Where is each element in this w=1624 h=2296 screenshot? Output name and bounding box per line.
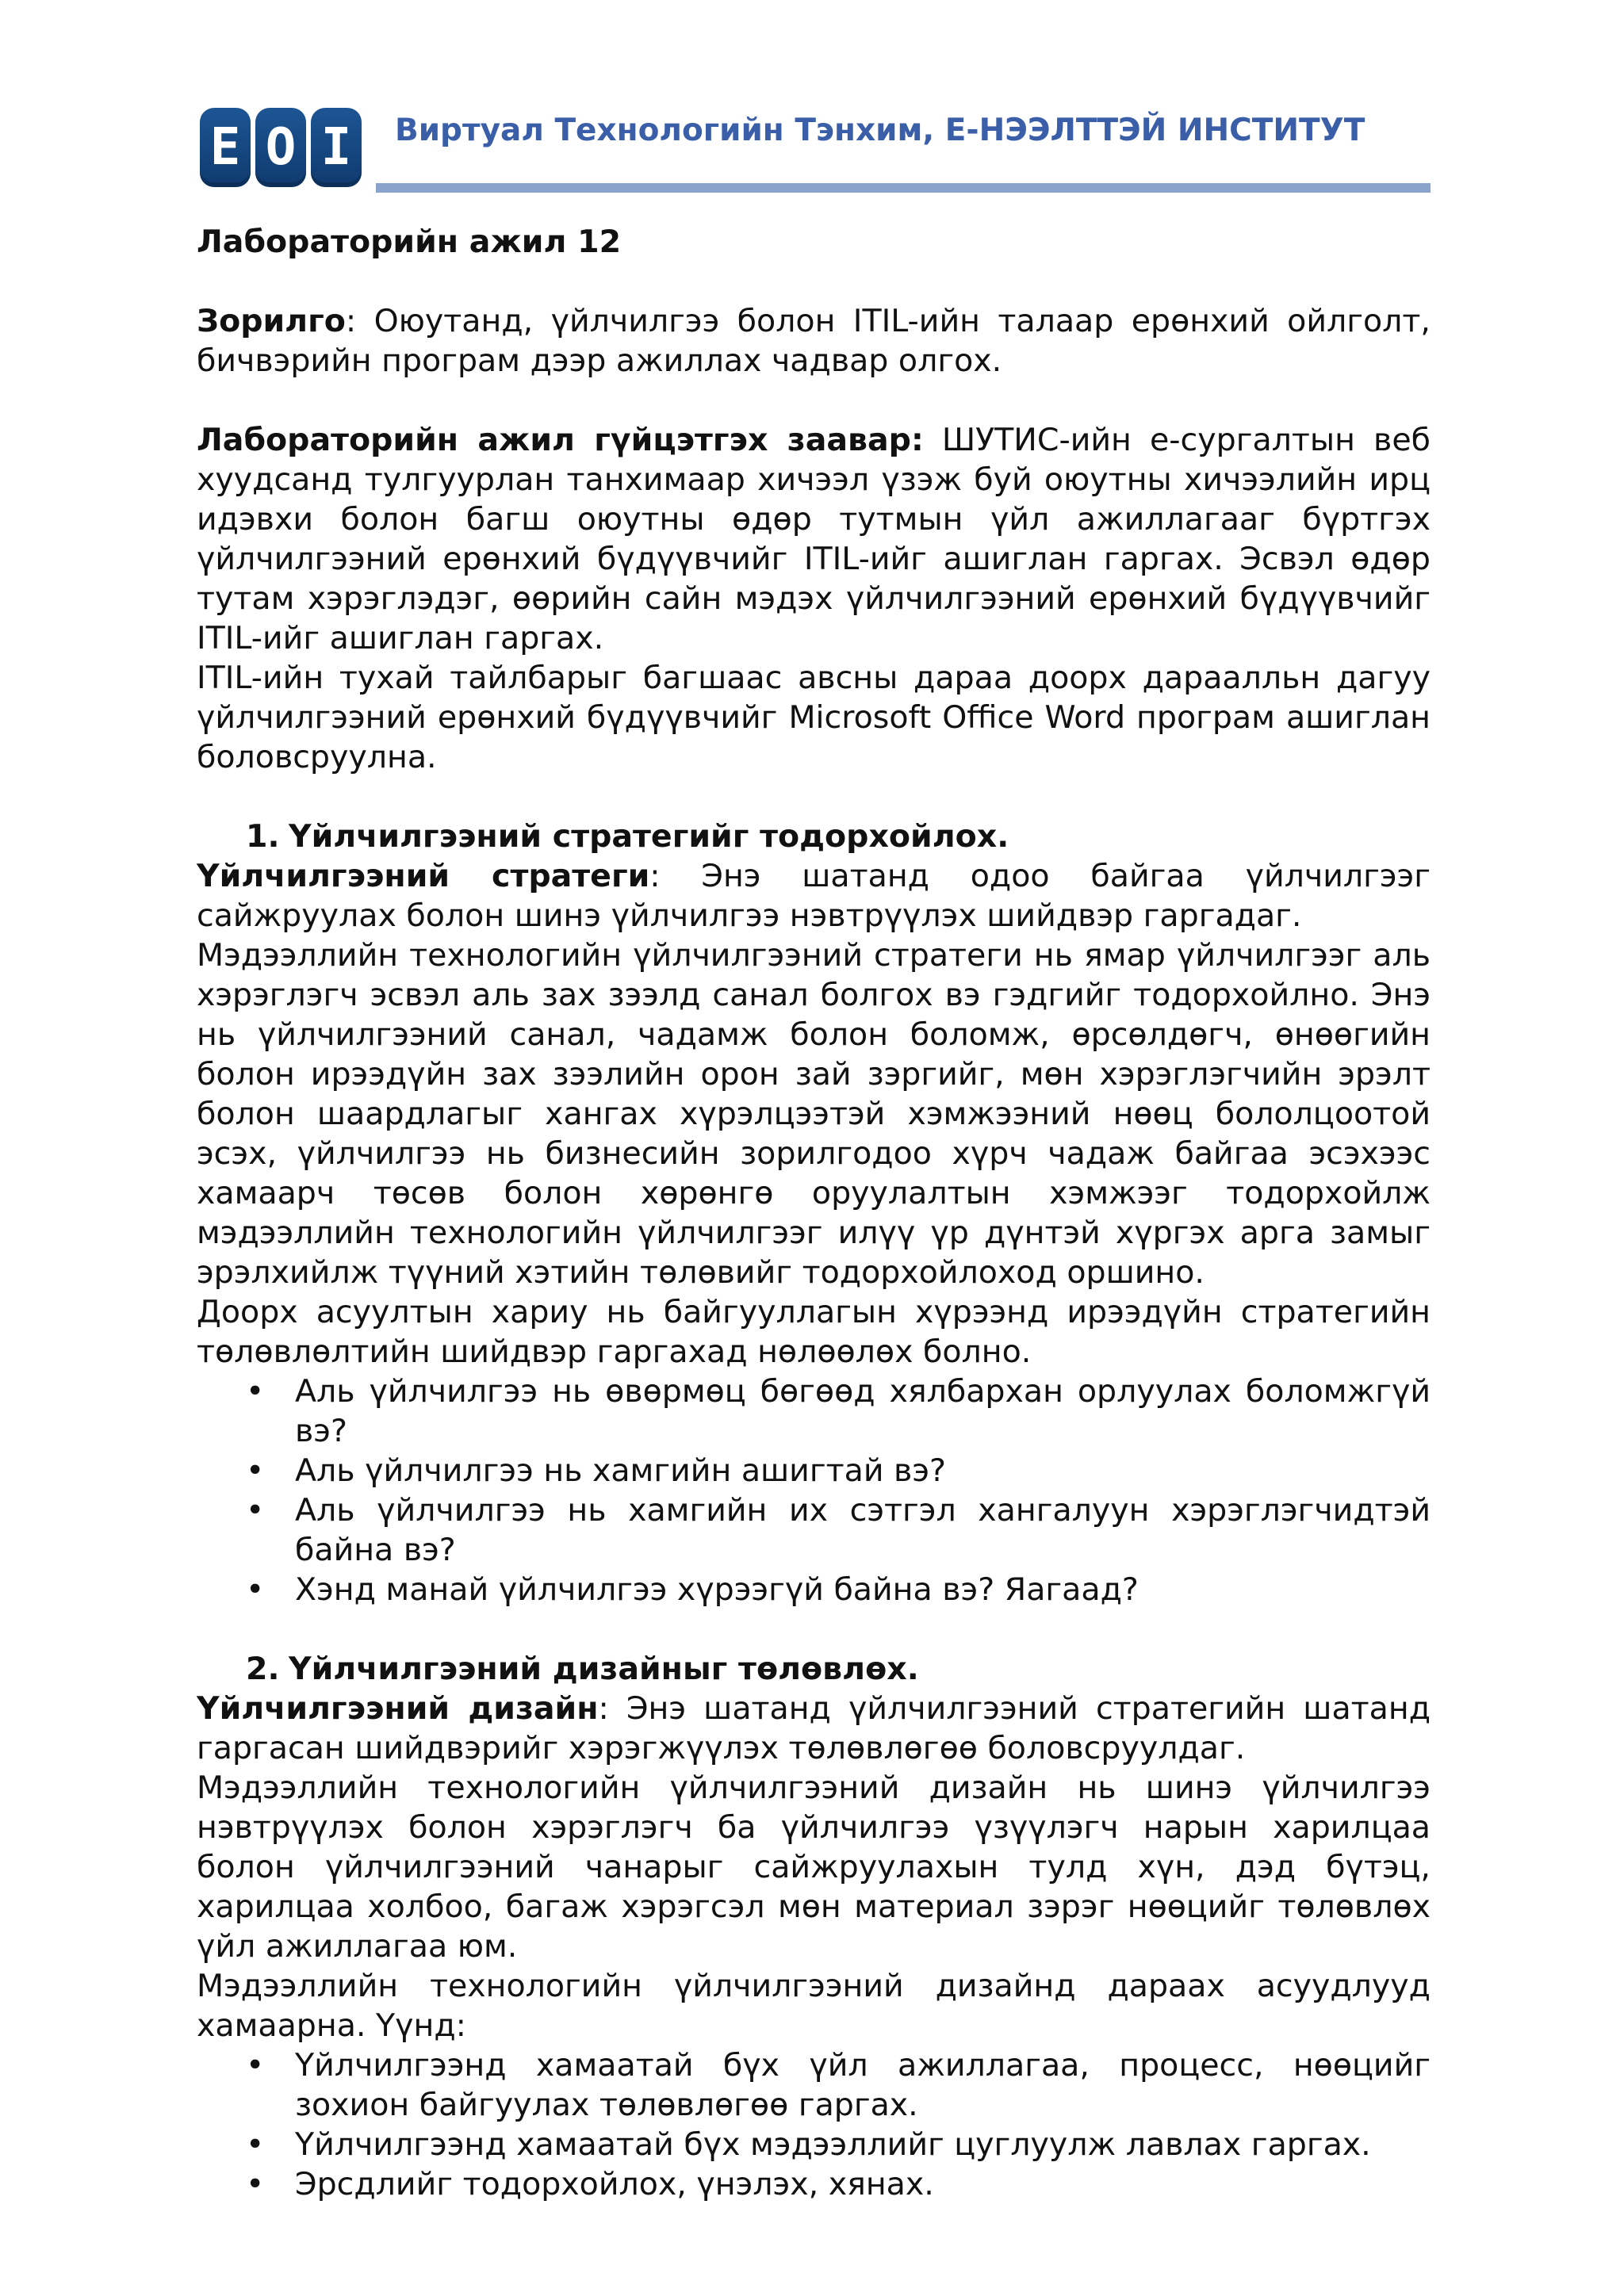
section-1-heading [197, 817, 1431, 856]
logo-letter-e: E [200, 108, 251, 187]
bullet-icon: • [246, 1452, 265, 1489]
bullet-icon: • [246, 2047, 265, 2084]
goal-paragraph [197, 301, 1431, 381]
list-item: • Аль үйлчилгээ нь өвөрмөц бөгөөд хялбархан орлуулах боломжгүй вэ? [197, 1372, 1431, 1451]
section-1-heading-text: Үйлчилгээний стратегийг тодорхойлох. [289, 818, 1009, 855]
section-1-paragraph-2: Мэдээллийн технологийн үйлчилгээний стратеги нь ямар үйлчилгээг аль хэрэглэгч эсвэл аль зах зээлд санал болгох вэ гэдгийг тодорхойлно. Энэ нь үйлчилгээний санал, чадамж болон боломж, өрсөлдөгч, өнөөгийн болон ирээдүйн зах зээлийн орон зай зэргийг, мөн хэрэглэгчийн эрэлт болон шаардлагыг хангах хүрэлцээтэй хэмжээний нөөц бололцоотой эсэх, үйлчилгээ нь бизнесийн зорилгодоо хүрч чадаж байгаа эсэхээс хамаарч төсөв болон хөрөнгө оруулалтын хэмжээг тодорхойлж мэдээллийн технологийн үйлчилгээг илүү үр дүнтэй хүргэх арга замыг эрэлхийлж түүний хэтийн төлөвийг тодорхойлоход оршино. [197, 937, 1431, 1291]
section-2-term-text: : Энэ шатанд үйлчилгээний стратегийн шатанд гаргасан шийдвэрийг хэрэгжүүлэх төлөвлөгөө боловсруулдаг. [197, 1690, 1431, 1766]
document-body [197, 222, 1431, 2204]
bullet-icon: • [246, 1373, 265, 1410]
section-1-term: Үйлчилгээний стратеги [197, 858, 650, 894]
list-item: • Хэнд манай үйлчилгээ хүрээгүй байна вэ? Яагаад? [197, 1570, 1431, 1609]
instructions-label: Лабораторийн ажил гүйцэтгэх заавар: [197, 422, 924, 458]
section-1-definition [197, 856, 1431, 936]
bullet-icon: • [246, 1492, 265, 1529]
list-item: • Аль үйлчилгээ нь хамгийн их сэтгэл хангалуун хэрэглэгчидтэй байна вэ? [197, 1490, 1431, 1570]
header-title: Виртуал Технологийн Тэнхим, Е-НЭЭЛТТЭЙ ИНСТИТУТ [395, 113, 1365, 148]
list-item: • Үйлчилгээнд хамаатай бүх үйл ажиллагаа, процесс, нөөцийг зохион байгуулах төлөвлөгөө гаргах. [197, 2045, 1431, 2125]
logo-letter-o: O [255, 108, 306, 187]
section-2-paragraph-2: Мэдээллийн технологийн үйлчилгээний дизайн нь шинэ үйлчилгээ нэвтрүүлэх болон хэрэглэгч ба үйлчилгээ үзүүлэгч нарын харилцаа болон үйлчилгээний чанарыг сайжруулахын тулд хүн, дэд бүтэц, харилцаа холбоо, багаж хэрэгсэл мөн материал зэрэг нөөцийг төлөвлөх үйл ажиллагаа юм. [197, 1770, 1431, 1965]
section-1-bullet-list [197, 1372, 1431, 1609]
section-2-term: Үйлчилгээний дизайн [197, 1690, 599, 1727]
bullet-icon: • [246, 2166, 265, 2202]
section-2-paragraph-3: Мэдээллийн технологийн үйлчилгээний дизайнд дараах асуудлууд хамаарна. Үүнд: [197, 1968, 1431, 2044]
bullet-icon: • [246, 1571, 265, 1608]
section-2-heading [197, 1649, 1431, 1689]
instructions-paragraph-2: ITIL-ийн тухай тайлбарыг багшаас авсны дараа доорх дараалльн дагуу үйлчилгээний ерөнхий бүдүүвчийг Microsoft Office Word програм ашиглан боловсруулна. [197, 660, 1431, 775]
list-item: • Үйлчилгээнд хамаатай бүх мэдээллийг цуглуулж лавлах гаргах. [197, 2125, 1431, 2164]
section-2-bullet-list [197, 2045, 1431, 2204]
section-1-number: 1. [246, 818, 280, 855]
section-2-heading-text: Үйлчилгээний дизайныг төлөвлөх. [289, 1651, 919, 1687]
bullet-icon: • [246, 2126, 265, 2163]
section-2-definition [197, 1689, 1431, 1768]
header-divider [376, 183, 1431, 193]
section-1-paragraph-3: Доорх асуултын хариу нь байгууллагын хүрээнд ирээдүйн стратегийн төлөвлөлтийн шийдвэр гаргахад нөлөөлөх болно. [197, 1294, 1431, 1370]
goal-label: Зорилго [197, 303, 346, 339]
instructions-paragraph [197, 420, 1431, 658]
list-item: • Аль үйлчилгээ нь хамгийн ашигтай вэ? [197, 1451, 1431, 1490]
section-1-term-text: : Энэ шатанд одоо байгаа үйлчилгээг сайжруулах болон шинэ үйлчилгээ нэвтрүүлэх шийдвэр гаргадаг. [197, 858, 1431, 934]
logo-letter-i: I [311, 108, 362, 187]
section-2-number: 2. [246, 1651, 280, 1687]
eoi-logo [200, 108, 362, 187]
lab-title: Лабораторийн ажил 12 [197, 224, 622, 260]
goal-text: : Оюутанд, үйлчилгээ болон ITIL-ийн талаар ерөнхий ойлголт, бичвэрийн програм дээр ажиллах чадвар олгох. [197, 303, 1431, 379]
instructions-text: ШУТИС-ийн е-сургалтын веб хуудсанд тулгуурлан танхимаар хичээл үзэж буй оюутны хичээлийн ирц идэвхи болон багш оюутны өдөр тутмын үйл ажиллагааг бүртгэх үйлчилгээний ерөнхий бүдүүвчийг ITIL-ийг ашиглан гаргах. Эсвэл өдөр тутам хэрэглэдэг, өөрийн сайн мэдэх үйлчилгээний ерөнхий бүдүүвчийг ITIL-ийг ашиглан гаргах. [197, 422, 1431, 656]
list-item: • Эрсдлийг тодорхойлох, үнэлэх, хянах. [197, 2164, 1431, 2204]
